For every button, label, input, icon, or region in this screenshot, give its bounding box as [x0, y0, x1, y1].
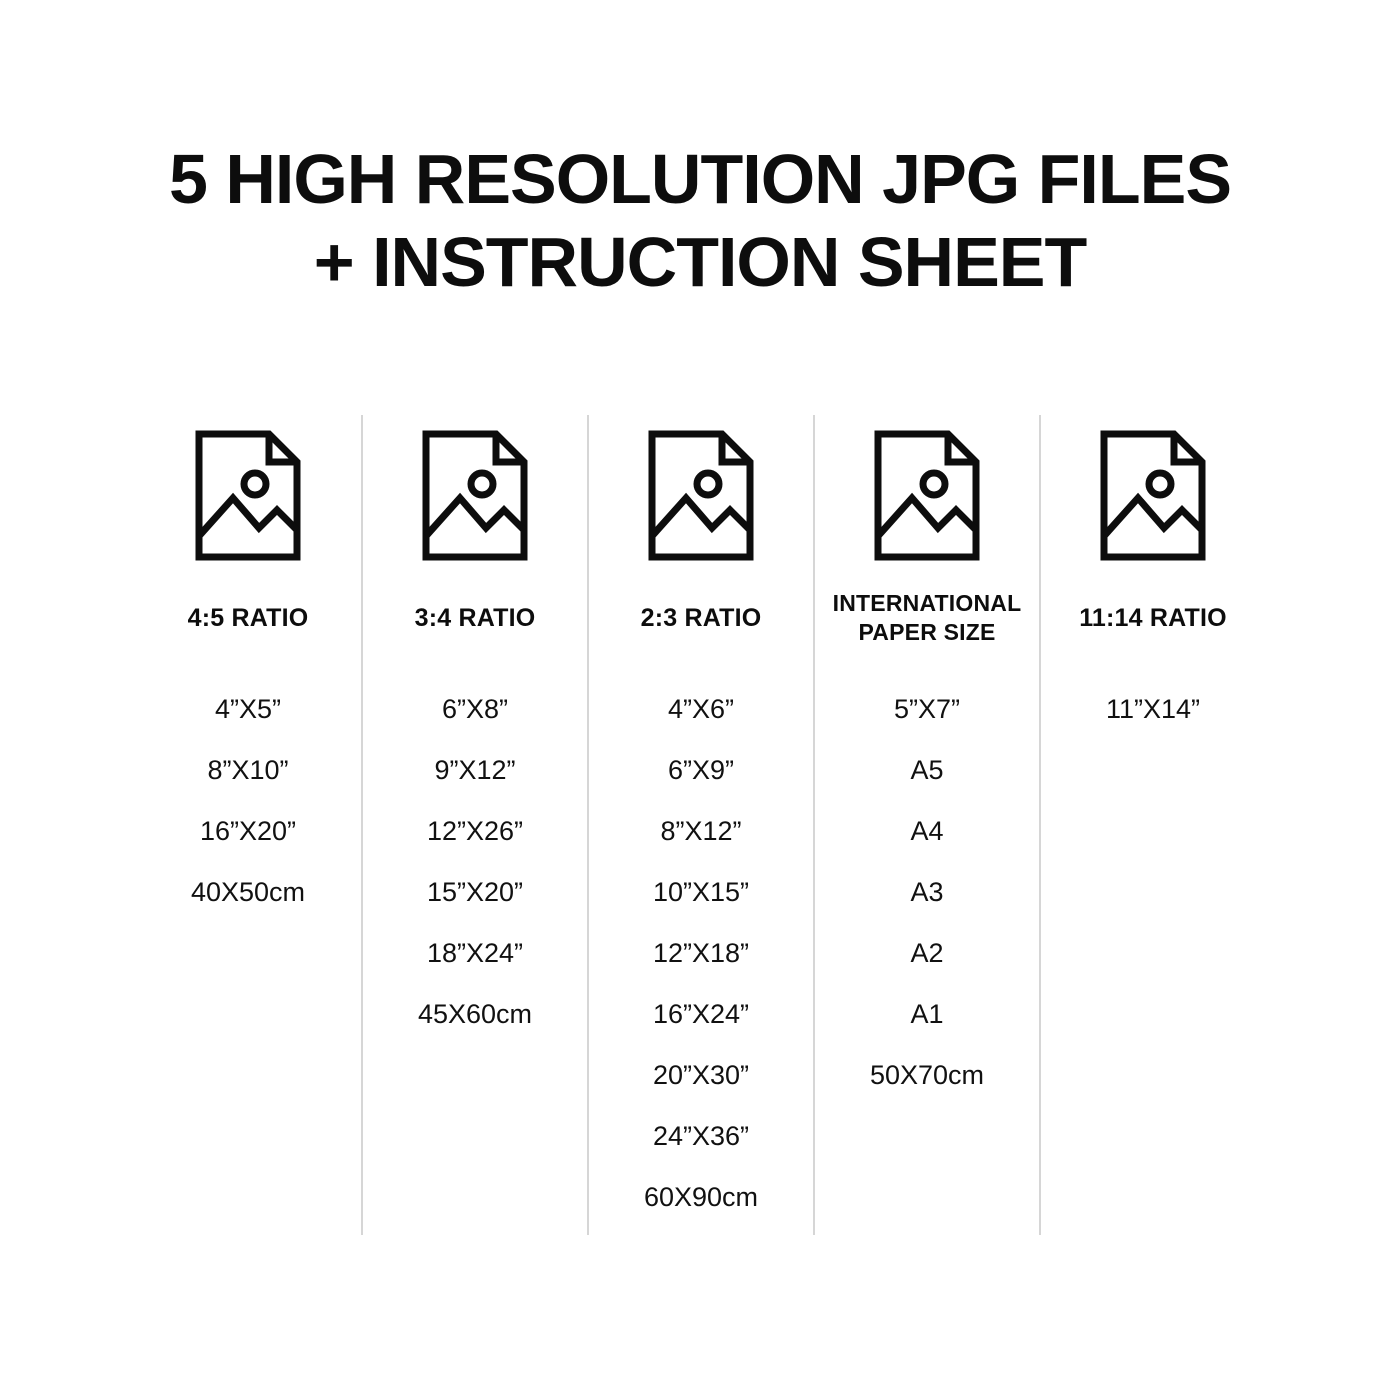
size-item: 45X60cm — [417, 999, 533, 1030]
size-list — [597, 679, 805, 1228]
ratio-column — [361, 415, 587, 1235]
size-item: 24”X36” — [652, 1121, 750, 1152]
size-item: 60X90cm — [643, 1182, 759, 1213]
page-title-line-1: 5 HIGH RESOLUTION JPG FILES — [168, 140, 1232, 218]
image-file-icon — [143, 415, 353, 575]
size-item: 11”X14” — [1105, 694, 1201, 725]
ratio-column — [587, 415, 813, 1235]
size-list — [143, 679, 353, 923]
page-title — [0, 138, 1400, 303]
size-item: A1 — [910, 999, 944, 1030]
size-item: 12”X18” — [652, 938, 750, 969]
column-title: 11:14 RATIO — [1079, 603, 1227, 632]
size-item: 20”X30” — [652, 1060, 750, 1091]
size-item: 12”X26” — [426, 816, 524, 847]
column-title: 4:5 RATIO — [187, 603, 309, 632]
size-item: 8”X12” — [660, 816, 742, 847]
size-item: A2 — [910, 938, 944, 969]
size-item: 18”X24” — [426, 938, 524, 969]
size-item: A5 — [910, 755, 944, 786]
column-title: INTERNATIONAL PAPER SIZE — [832, 590, 1022, 646]
ratio-column — [1039, 415, 1265, 1235]
size-item: 4”X6” — [667, 694, 735, 725]
page-title-line-2: + INSTRUCTION SHEET — [313, 222, 1087, 301]
size-list — [1049, 679, 1257, 740]
size-item: 6”X8” — [441, 694, 509, 725]
ratio-column — [813, 415, 1039, 1235]
size-item: 10”X15” — [652, 877, 750, 908]
size-item: 16”X20” — [199, 816, 297, 847]
image-file-icon — [371, 415, 579, 575]
size-item: 4”X5” — [214, 694, 282, 725]
size-item: 6”X9” — [667, 755, 735, 786]
column-title: 3:4 RATIO — [414, 603, 536, 632]
ratio-columns — [0, 415, 1400, 1235]
size-item: A3 — [910, 877, 944, 908]
image-file-icon — [597, 415, 805, 575]
size-list — [371, 679, 579, 1045]
size-item: 9”X12” — [434, 755, 516, 786]
size-item: 40X50cm — [190, 877, 306, 908]
ratio-column — [135, 415, 361, 1235]
size-item: 8”X10” — [207, 755, 289, 786]
size-item: 50X70cm — [869, 1060, 985, 1091]
size-item: 5”X7” — [893, 694, 961, 725]
size-item: A4 — [910, 816, 944, 847]
image-file-icon — [1049, 415, 1257, 575]
size-item: 16”X24” — [652, 999, 750, 1030]
image-file-icon — [823, 415, 1031, 575]
size-list — [823, 679, 1031, 1106]
size-item: 15”X20” — [426, 877, 524, 908]
column-title: 2:3 RATIO — [640, 603, 762, 632]
